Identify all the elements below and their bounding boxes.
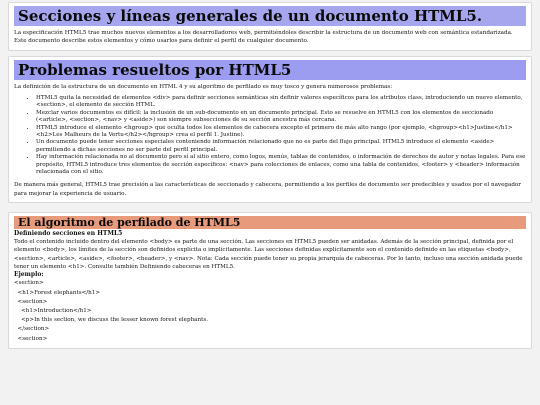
defining-sections-subheading: Definiendo secciones en HTML5	[14, 230, 123, 238]
code-example	[14, 279, 526, 343]
code-line: <h1>Forest elephants</h1>	[14, 289, 100, 296]
section-algorithm-body: Todo el contenido incluido dentro del elemento <body> es parte de una sección. Las secciones en HTML5 pueden ser anidadas. Además de la sección principal, definida por el elemento <body>, los límites de la sección son definidos explícita o implícitamente. Las secciones definidas explícitamente son el contenido definido en las etiquetas <body>, <section>, <article>, <aside>, <footer>, <header>, y <nav>. Nota: Cada sección puede tener su propia jerarquía de cabeceras. Por lo tanto, incluso una sección anidada puede tener un elemento <h1>. Consulte también Definiendo cabeceras en HTML5.	[14, 239, 523, 271]
code-line: <h1>Introduction</h1>	[14, 307, 92, 314]
list-item: • Hay información relacionada no al documento pero sí al sitio entero, como logos, menús, tablas de contenidos, o información de derechos de autor y notas legales. Para ese propósito, HTML5 introduce tres elementos de sección específicos: <nav> para colecciones de enlaces, como una tabla de contenidos, <footer> y <header> información relacionada con el sitio.	[36, 154, 526, 176]
list-item: • HTML5 introduce el elemento <hgroup> que oculta todos los elementos de cabecera excepto el primero de más alto rango (por ejemplo, <hgroup><h1>Justine</h1><h2>Les Malheurs de la Vertu</h2></hgroup> crea el perfil 1. Justine).	[36, 125, 526, 140]
list-item: • Mezclar varios documentos es difícil: la inclusión de un sub-documento en un documento principal. Esto se resuelve en HTML5 con los elementos de seccionado (<article>, <section>, <nav> y <aside>) son siempre subsecciones de su sección ancestra más cercana.	[36, 110, 526, 125]
section-algorithm-title: El algoritmo de perfilado de HTML5	[14, 216, 526, 229]
section-algorithm-card	[8, 212, 532, 349]
example-label: Ejemplo:	[14, 271, 44, 279]
list-item: • HTML5 quita la necesidad de elementos <div> para definir secciones semánticas sin definir valores específicos para los atributos class, introduciendo un nuevo elemento, <section>, el elemento de sección HTML.	[36, 95, 526, 110]
section-intro-para-1: La especificación HTML5 trae muchos nuevos elementos a los desarrolladores web, permitiéndoles describir la estructura de un documento web con semántica estandarizada.	[14, 30, 513, 36]
list-item: • Un documento puede tener secciones especiales conteniendo información relacionado que no es parte del flujo principal. HTML5 introduce el elemento <aside> permitiendo a dichas secciones no ser parte del perfil principal.	[36, 139, 526, 154]
code-line: <section>	[14, 298, 48, 305]
problems-list	[14, 95, 526, 176]
section-intro-card	[8, 2, 532, 51]
code-line: </section>	[14, 326, 50, 333]
code-line: <section>	[14, 335, 48, 342]
section-intro-para-2: Este documento describe estos elementos y cómo usarlos para definir el perfil de cualquier documento.	[14, 38, 309, 45]
section-intro-title: Secciones y líneas generales de un documento HTML5.	[14, 6, 526, 26]
section-problems-card	[8, 56, 532, 203]
section-problems-closing: De manera más general, HTML5 trae precisión a las características de seccionado y cabecera, permitiendo a los perfiles de documento ser predecibles y usados por el navegador para mejorar la experiencia de usuario.	[14, 182, 521, 197]
section-problems-title: Problemas resueltos por HTML5	[14, 60, 526, 80]
code-line: <section>	[14, 280, 44, 287]
section-problems-intro: La definición de la estructura de un documento en HTML 4 y su algoritmo de perfilado es muy tosco y genera numerosos problemas:	[14, 83, 393, 90]
code-line: <p>In this section, we discuss the lesser known forest elephants.	[14, 317, 209, 324]
